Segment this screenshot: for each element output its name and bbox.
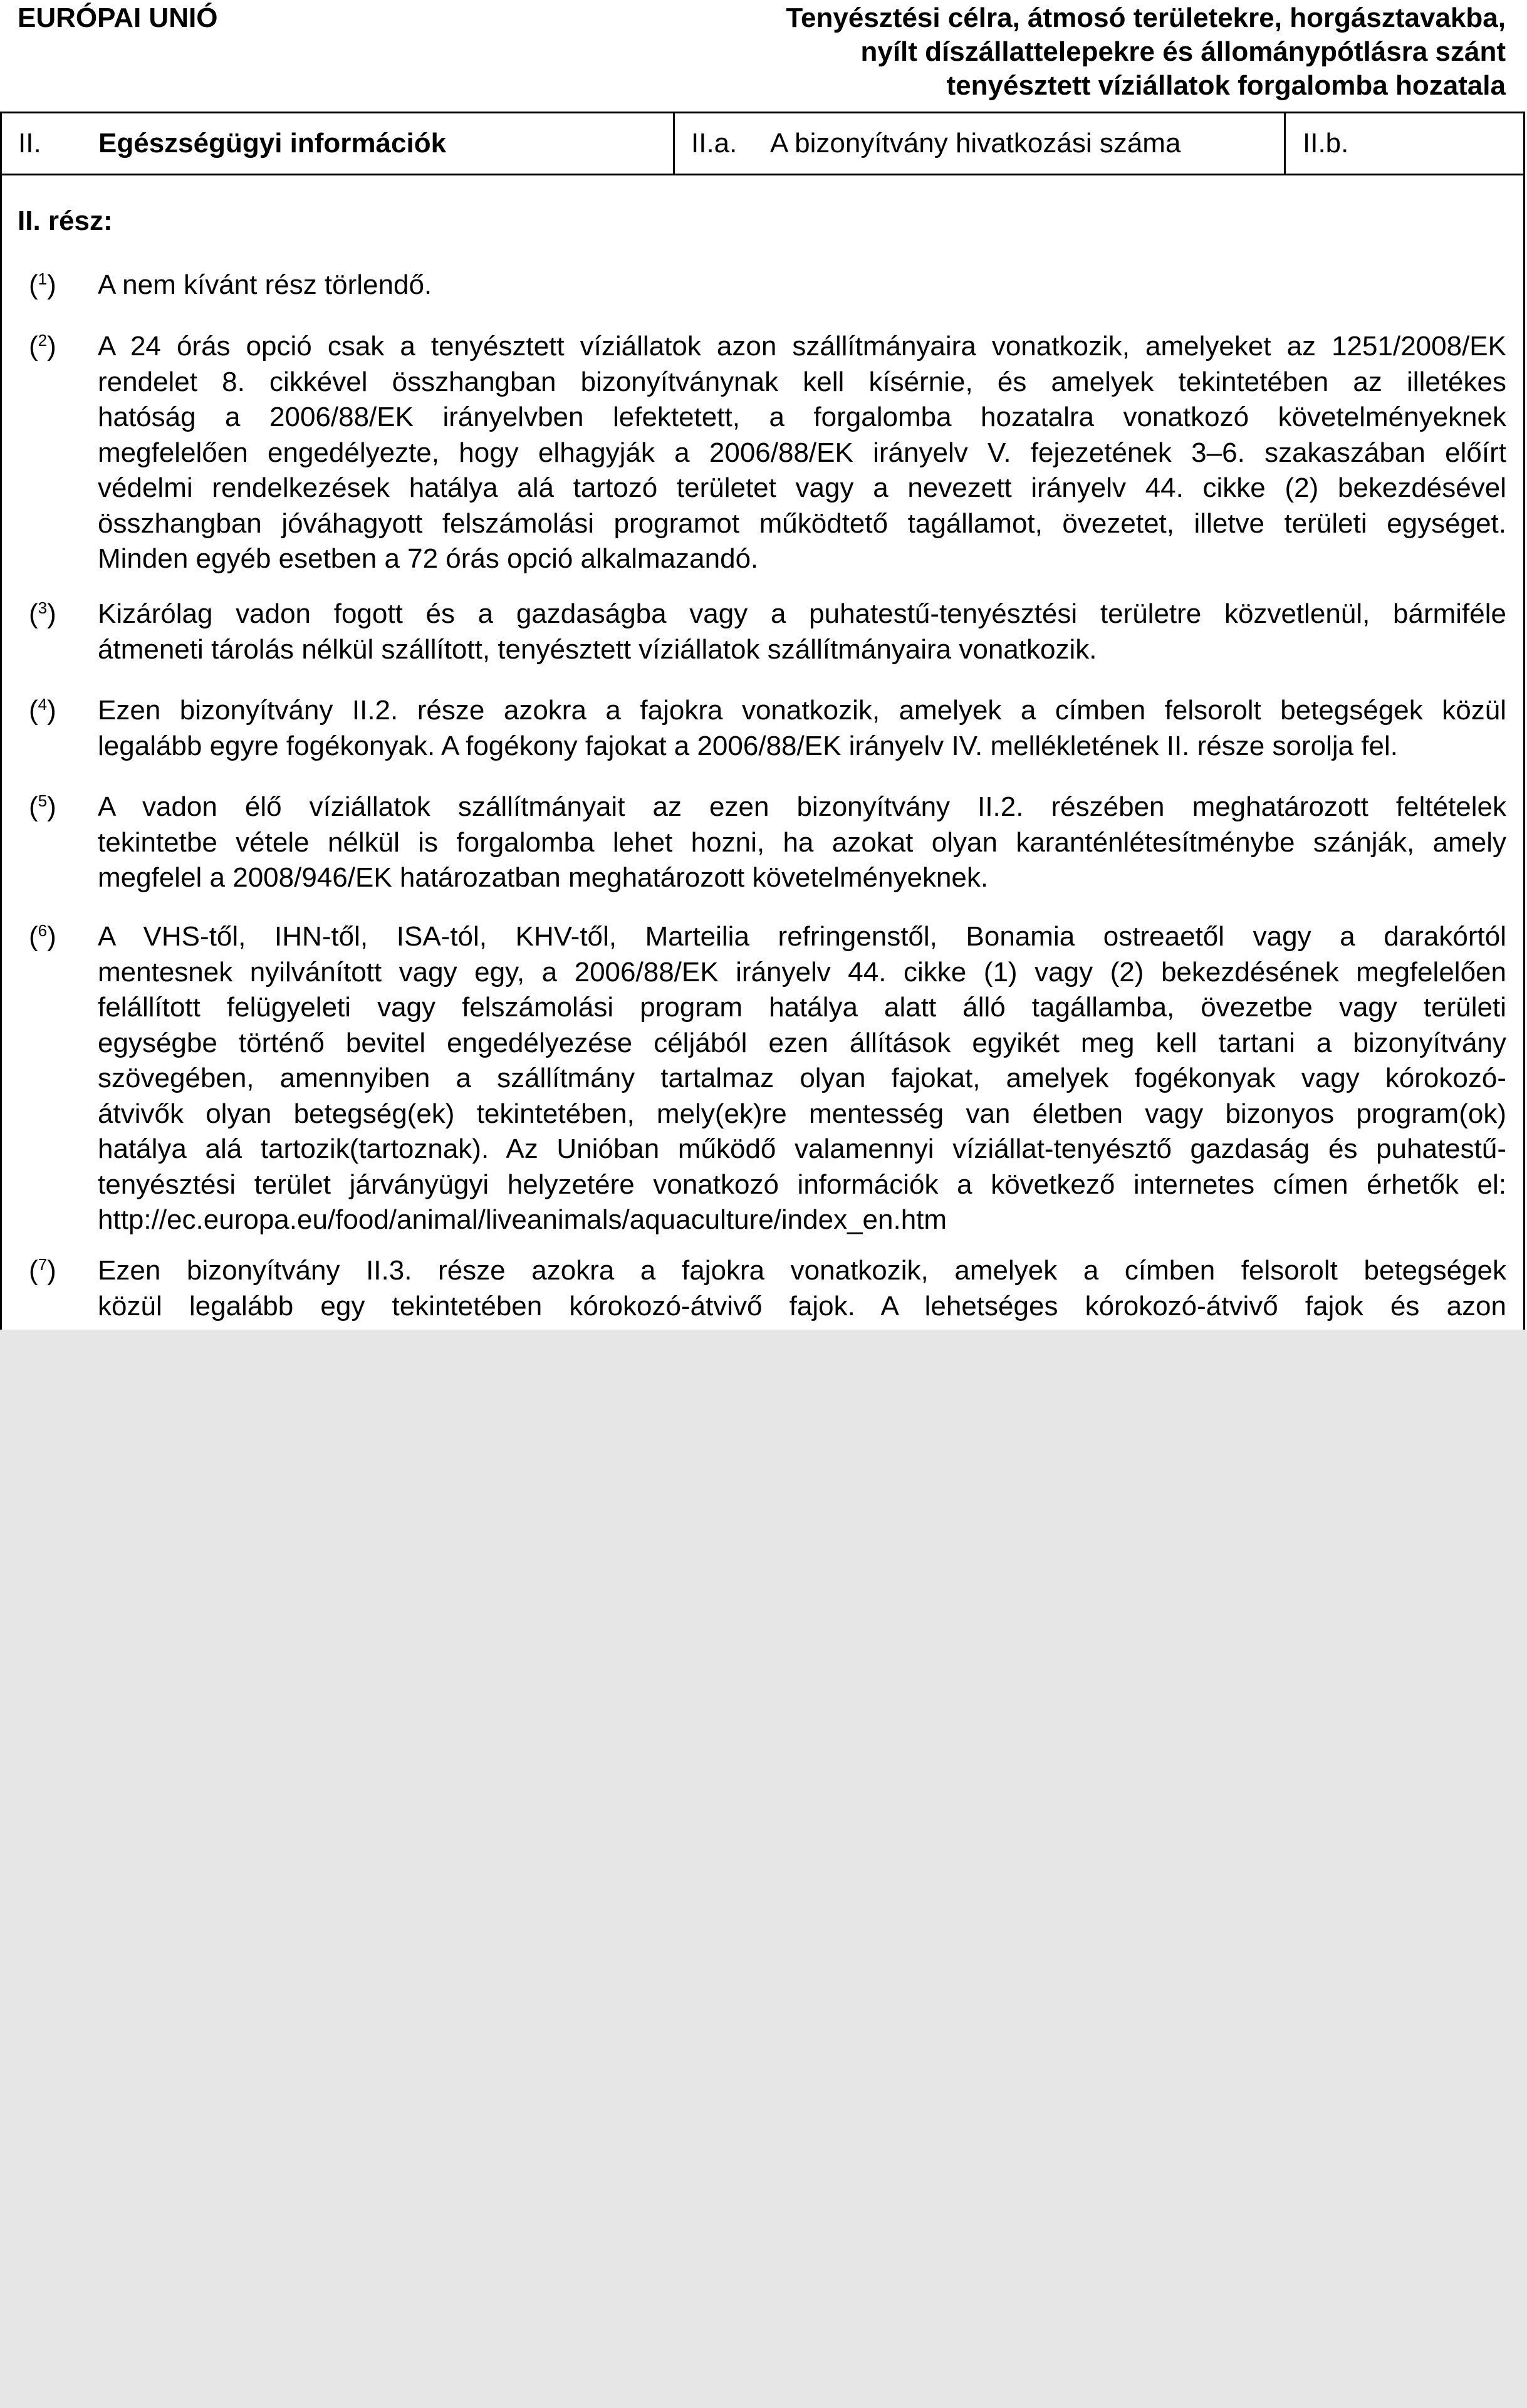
footnote-line: közül legalább egy tekintetében kórokozó-átvivő fajok. A lehetséges kórokozó-átvivő fajok és azon [98, 1290, 1506, 1321]
footnote-line: Ezen bizonyítvány II.3. része azokra a fajokra vonatkozik, amelyek a címben felsorolt betegségek [98, 1255, 1506, 1286]
footnote-6 [18, 919, 1506, 1238]
footnote-line: átmeneti tárolás nélkül szállított, tenyésztett víziállatok szállítmányaira vonatkozik. [98, 633, 1097, 665]
footnote-line: tekintetbe vétele nélkül is forgalomba lehet hozni, ha azokat olyan karanténlétesítménybe szánják, amely [98, 826, 1506, 858]
column-divider [673, 113, 675, 174]
reference-number-label: A bizonyítvány hivatkozási száma [770, 128, 1181, 159]
footnote-line: mentesnek nyilvánított vagy egy, a 2006/88/EK irányelv 44. cikke (1) vagy (2) bekezdésének megfelelően [98, 956, 1506, 988]
section-title: Egészségügyi információk [98, 128, 447, 159]
column-divider [1284, 113, 1286, 174]
footnote-3 [18, 597, 1506, 667]
footnote-5 [18, 790, 1506, 896]
footnote-marker: ($^2$) [29, 331, 56, 362]
header-certificate-title [440, 1, 1506, 103]
part-title: II. rész: [18, 206, 113, 236]
footnote-line: átvivők olyan betegség(ek) tekintetében, mely(ek)re mentesség van életben vagy bizonyos program(ok) [98, 1098, 1506, 1129]
footnote-line: legalább egyre fogékonyak. A fogékony fajokat a 2006/88/EK irányelv IV. mellékletének II. része sorolja fel. [98, 730, 1398, 761]
section-header-row [0, 112, 1525, 175]
footnote-line: megfelel a 2008/946/EK határozatban meghatározott követelményeknek. [98, 862, 989, 893]
footnote-line: Kizárólag vadon fogott és a gazdaságba vagy a puhatestű-tenyésztési területre közvetlenül, bármiféle [98, 598, 1506, 629]
footnote-line: felállított felügyeleti vagy felszámolási program hatálya alatt álló tagállamba, övezetbe vagy területi [98, 992, 1506, 1023]
footnote-url[interactable]: http://ec.europa.eu/food/animal/liveanimals/aquaculture/index_en.htm [98, 1204, 947, 1235]
footnote-line: rendelet 8. cikkével összhangban bizonyítványnak kell kísérnie, és amelyek tekintetében az illetékes [98, 366, 1506, 397]
reference-number-label-num: II.a. [691, 128, 737, 159]
footnote-line: Ezen bizonyítvány II.2. része azokra a fajokra vonatkozik, amelyek a címben felsorolt betegségek közül [98, 695, 1506, 726]
footnote-1 [18, 268, 1506, 303]
footnote-line: egységbe történő bevitel engedélyezése céljából ezen állítások egyikét meg kell tartani a bizonyítvány [98, 1027, 1506, 1058]
footnote-line: A 24 órás opció csak a tenyésztett víziállatok azon szállítmányaira vonatkozik, amelyeket az 1251/2008/EK [98, 331, 1506, 362]
footnote-line: A nem kívánt rész törlendő. [98, 269, 432, 300]
footnote-marker: ($^4$) [29, 695, 56, 726]
footnote-marker: ($^1$) [29, 269, 56, 300]
footnote-7 [18, 1253, 1506, 1324]
footnote-marker: ($^7$) [29, 1255, 56, 1286]
footnote-marker: ($^5$) [29, 791, 56, 822]
footnote-line: A vadon élő víziállatok szállítmányait az ezen bizonyítvány II.2. részében meghatározott feltételek [98, 791, 1506, 822]
footnote-line: A VHS-től, IHN-től, ISA-tól, KHV-től, Marteilia refringenstől, Bonamia ostreaetől vagy a darakórtól [98, 921, 1506, 952]
footnote-marker: ($^6$) [29, 921, 56, 952]
footnote-line: hatálya alá tartozik(tartoznak). Az Unióban működő valamennyi víziállat-tenyésztő gazdaság és puhatestű- [98, 1134, 1506, 1164]
footnote-2 [18, 329, 1506, 577]
footnote-line: hatóság a 2006/88/EK irányelvben lefektetett, a forgalomba hozatalra vonatkozó követelményeknek [98, 402, 1506, 432]
header-title-line: Tenyésztési célra, átmosó területekre, horgásztavakba, [786, 3, 1506, 33]
footnote-line: összhangban jóváhagyott felszámolási programot működtető tagállamot, övezetet, illetve területi egységet. [98, 508, 1506, 539]
footnote-4 [18, 693, 1506, 764]
footnote-line: tenyésztési terület járványügyi helyzetére vonatkozó információk a következő internetes címen érhetők el: [98, 1169, 1506, 1200]
section-b-number: II.b. [1303, 128, 1349, 159]
footnote-marker: ($^3$) [29, 598, 56, 629]
header-title-line: nyílt díszállattelepekre és állománypótlásra szánt [860, 36, 1506, 67]
section-number: II. [18, 128, 41, 159]
footnote-line: megfelelően engedélyezte, hogy elhagyják a 2006/88/EK irányelv V. fejezetének 3–6. szakaszában előírt [98, 437, 1506, 468]
header-eu-label: EURÓPAI UNIÓ [18, 3, 218, 33]
footnote-line: szövegében, amennyiben a szállítmány tartalmaz olyan fajokat, amelyek fogékonyak vagy kórokozó- [98, 1063, 1506, 1093]
footnote-line: Minden egyéb esetben a 72 órás opció alkalmazandó. [98, 543, 759, 574]
footnote-line: védelmi rendelkezések hatálya alá tartozó területet vagy a nevezett irányelv 44. cikke (2) bekezdésével [98, 472, 1506, 503]
header-title-line: tenyésztett víziállatok forgalomba hozatala [946, 70, 1506, 101]
